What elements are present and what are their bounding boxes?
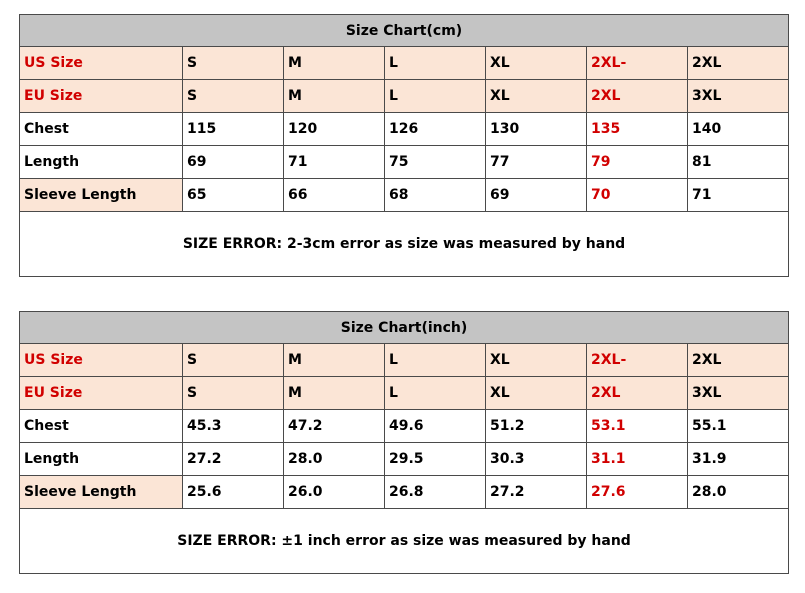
table-cell: 65 <box>183 179 284 212</box>
row-label: Sleeve Length <box>20 179 183 212</box>
table-cell: S <box>183 377 284 410</box>
row-label: Sleeve Length <box>20 476 183 509</box>
table-cell: XL <box>486 47 587 80</box>
table-cell: 25.6 <box>183 476 284 509</box>
table-cell: XL <box>486 377 587 410</box>
row-label: EU Size <box>20 377 183 410</box>
table-cell: 26.0 <box>284 476 385 509</box>
table-cell: 120 <box>284 113 385 146</box>
table-cell: 69 <box>486 179 587 212</box>
table-cell: 81 <box>688 146 789 179</box>
table-cell: 77 <box>486 146 587 179</box>
table-row-us-size <box>20 344 789 377</box>
table-note-row <box>20 212 789 277</box>
table-cell: 27.2 <box>486 476 587 509</box>
row-label: Chest <box>20 410 183 443</box>
table-title: Size Chart(cm) <box>20 15 789 47</box>
table-cell: 47.2 <box>284 410 385 443</box>
table-cell: S <box>183 344 284 377</box>
table-cell-highlight: 31.1 <box>587 443 688 476</box>
table-row-length <box>20 146 789 179</box>
table-cell: L <box>385 344 486 377</box>
table-cell: L <box>385 80 486 113</box>
table-title-row <box>20 15 789 47</box>
table-cell: 45.3 <box>183 410 284 443</box>
table-cell: M <box>284 47 385 80</box>
table-cell-highlight: 79 <box>587 146 688 179</box>
table-cell: XL <box>486 344 587 377</box>
table-cell: 2XL <box>688 47 789 80</box>
table-row-length <box>20 443 789 476</box>
table-cell-highlight: 53.1 <box>587 410 688 443</box>
table-cell: 3XL <box>688 377 789 410</box>
table-cell: 2XL <box>688 344 789 377</box>
table-cell: 30.3 <box>486 443 587 476</box>
row-label: US Size <box>20 47 183 80</box>
size-chart-cm-table <box>19 14 789 277</box>
table-cell: 140 <box>688 113 789 146</box>
table-cell: L <box>385 377 486 410</box>
table-cell: 3XL <box>688 80 789 113</box>
row-label: Length <box>20 146 183 179</box>
table-cell: 27.2 <box>183 443 284 476</box>
table-cell: 55.1 <box>688 410 789 443</box>
table-cell: 66 <box>284 179 385 212</box>
table-cell-highlight: 2XL <box>587 377 688 410</box>
table-cell: 31.9 <box>688 443 789 476</box>
size-chart-inch-table <box>19 311 789 574</box>
table-row-eu-size <box>20 80 789 113</box>
table-row-eu-size <box>20 377 789 410</box>
table-row-chest <box>20 113 789 146</box>
table-cell-highlight: 27.6 <box>587 476 688 509</box>
table-cell: 130 <box>486 113 587 146</box>
table-cell: 115 <box>183 113 284 146</box>
table-cell: M <box>284 344 385 377</box>
table-cell: 28.0 <box>284 443 385 476</box>
table-cell-highlight: 2XL <box>587 80 688 113</box>
table-row-chest <box>20 410 789 443</box>
table-cell: 26.8 <box>385 476 486 509</box>
size-error-note: SIZE ERROR: 2-3cm error as size was measured by hand <box>20 212 789 277</box>
row-label: EU Size <box>20 80 183 113</box>
table-cell: 51.2 <box>486 410 587 443</box>
table-cell: 126 <box>385 113 486 146</box>
table-cell: S <box>183 47 284 80</box>
table-cell-highlight: 70 <box>587 179 688 212</box>
table-cell: 71 <box>688 179 789 212</box>
table-cell: XL <box>486 80 587 113</box>
row-label: Length <box>20 443 183 476</box>
table-cell-highlight: 2XL- <box>587 47 688 80</box>
table-row-sleeve-length <box>20 476 789 509</box>
row-label: Chest <box>20 113 183 146</box>
table-cell-highlight: 135 <box>587 113 688 146</box>
table-cell: S <box>183 80 284 113</box>
row-label: US Size <box>20 344 183 377</box>
table-row-sleeve-length <box>20 179 789 212</box>
size-error-note: SIZE ERROR: ±1 inch error as size was measured by hand <box>20 509 789 574</box>
table-note-row <box>20 509 789 574</box>
table-row-us-size <box>20 47 789 80</box>
table-cell: M <box>284 80 385 113</box>
table-cell: 71 <box>284 146 385 179</box>
table-title: Size Chart(inch) <box>20 312 789 344</box>
table-title-row <box>20 312 789 344</box>
table-cell: 49.6 <box>385 410 486 443</box>
table-cell: 68 <box>385 179 486 212</box>
table-cell: 29.5 <box>385 443 486 476</box>
table-cell: L <box>385 47 486 80</box>
table-cell: 69 <box>183 146 284 179</box>
table-cell: 28.0 <box>688 476 789 509</box>
table-cell: M <box>284 377 385 410</box>
table-cell-highlight: 2XL- <box>587 344 688 377</box>
table-cell: 75 <box>385 146 486 179</box>
